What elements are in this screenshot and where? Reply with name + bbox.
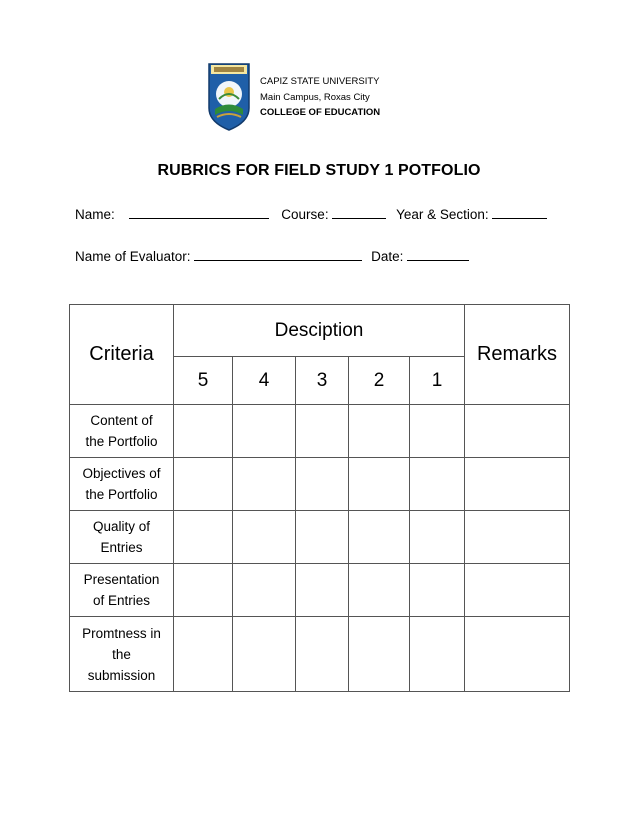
remarks-cell[interactable] (465, 405, 570, 458)
evaluator-info-row (75, 247, 469, 264)
description-header: Desciption (174, 305, 465, 357)
criteria-line: Objectives of (82, 466, 161, 481)
university-info (260, 74, 380, 121)
name-blank[interactable] (129, 205, 269, 219)
year-section-label: Year & Section: (396, 207, 489, 222)
score-cell[interactable] (174, 405, 233, 458)
course-label: Course: (281, 207, 329, 222)
criteria-line: Quality of (92, 519, 151, 534)
score-cell[interactable] (296, 458, 349, 511)
score-cell[interactable] (410, 617, 465, 692)
score-cell[interactable] (410, 458, 465, 511)
criteria-line: Presentation (83, 572, 160, 587)
score-cell[interactable] (410, 511, 465, 564)
criteria-cell (70, 617, 174, 692)
table-row (70, 617, 570, 692)
score-cell[interactable] (233, 617, 296, 692)
criteria-header: Criteria (70, 305, 174, 405)
score-cell[interactable] (174, 511, 233, 564)
score-cell[interactable] (233, 564, 296, 617)
criteria-cell (70, 458, 174, 511)
score-header: 1 (410, 357, 465, 405)
criteria-cell (70, 564, 174, 617)
criteria-cell (70, 405, 174, 458)
date-blank[interactable] (407, 247, 469, 261)
college-name: COLLEGE OF EDUCATION (260, 107, 381, 118)
criteria-line: Content of (90, 413, 153, 428)
criteria-line: Entries (100, 540, 143, 555)
score-header: 5 (174, 357, 233, 405)
criteria-line: the Portfolio (85, 487, 158, 502)
table-row (70, 511, 570, 564)
criteria-line: submission (87, 667, 156, 683)
score-cell[interactable] (296, 564, 349, 617)
criteria-line: of Entries (92, 593, 151, 608)
score-cell[interactable] (233, 511, 296, 564)
score-cell[interactable] (410, 564, 465, 617)
year-section-blank[interactable] (492, 205, 547, 219)
score-cell[interactable] (349, 458, 410, 511)
score-cell[interactable] (349, 511, 410, 564)
document-header (205, 62, 445, 134)
remarks-cell[interactable] (465, 617, 570, 692)
student-info-row (75, 205, 547, 222)
criteria-line: the (112, 646, 131, 662)
score-cell[interactable] (174, 617, 233, 692)
university-seal-icon (205, 62, 253, 132)
score-cell[interactable] (174, 458, 233, 511)
score-cell[interactable] (349, 564, 410, 617)
criteria-line: Promtness in (82, 625, 161, 641)
score-cell[interactable] (233, 405, 296, 458)
score-cell[interactable] (233, 458, 296, 511)
score-cell[interactable] (349, 405, 410, 458)
score-cell[interactable] (296, 617, 349, 692)
course-blank[interactable] (332, 205, 386, 219)
rubric-table (69, 304, 570, 692)
table-row (70, 564, 570, 617)
remarks-cell[interactable] (465, 458, 570, 511)
university-name: CAPIZ STATE UNIVERSITY (260, 76, 380, 87)
score-cell[interactable] (296, 511, 349, 564)
score-header: 4 (233, 357, 296, 405)
score-cell[interactable] (349, 617, 410, 692)
score-cell[interactable] (296, 405, 349, 458)
remarks-header: Remarks (465, 305, 570, 405)
score-header: 3 (296, 357, 349, 405)
remarks-cell[interactable] (465, 564, 570, 617)
document-title: RUBRICS FOR FIELD STUDY 1 POTFOLIO (157, 162, 481, 179)
score-header: 2 (349, 357, 410, 405)
table-row (70, 458, 570, 511)
table-header-row (70, 305, 570, 357)
remarks-cell[interactable] (465, 511, 570, 564)
criteria-cell (70, 511, 174, 564)
score-cell[interactable] (174, 564, 233, 617)
score-cell[interactable] (410, 405, 465, 458)
evaluator-blank[interactable] (194, 247, 362, 261)
campus-name: Main Campus, Roxas City (260, 91, 370, 103)
evaluator-label: Name of Evaluator: (75, 249, 191, 264)
date-label: Date: (371, 249, 404, 264)
criteria-line: the Portfolio (85, 434, 158, 449)
name-label: Name: (75, 207, 115, 222)
table-row (70, 405, 570, 458)
